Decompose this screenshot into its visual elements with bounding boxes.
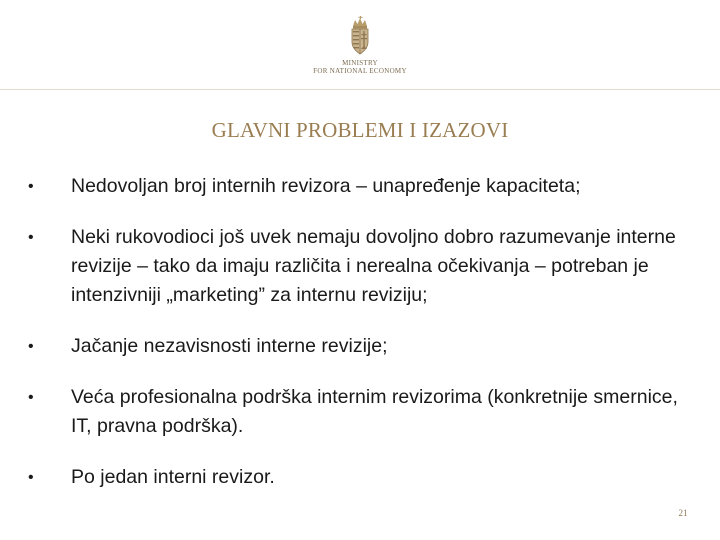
bullet-item [28,172,698,201]
bullet-marker: • [28,338,34,355]
header-divider [0,89,720,90]
bullet-list [28,172,698,492]
bullet-marker: • [28,469,34,486]
coat-of-arms-icon [348,16,372,56]
page-number: 21 [678,508,688,518]
bullet-text: Jačanje nezavisnosti interne revizije; [71,335,388,357]
slide-title: GLAVNI PROBLEMI I IZAZOVI [211,118,509,142]
bullet-text: Veća profesionalna podrška internim revizorima (konkretnije smernice, IT, pravna podrška). [71,386,678,437]
bullet-item [28,463,698,492]
bullet-marker: • [28,389,34,406]
bullet-marker: • [28,229,34,246]
bullet-item [28,223,698,310]
bullet-text: Neki rukovodioci još uvek nemaju dovoljno dobro razumevanje interne revizije – tako da imaju različita i nerealna očekivanja – potreban je intenzivniji „marketing” za internu reviziju; [71,226,676,306]
ministry-logo [300,16,420,75]
bullet-marker: • [28,178,34,195]
bullet-item [28,332,698,361]
logo-text-ministry: MINISTRY [342,59,378,67]
bullet-text: Nedovoljan broj internih revizora – unapređenje kapaciteta; [71,175,581,197]
bullet-text: Po jedan interni revizor. [71,466,275,488]
bullet-item [28,383,698,441]
logo-text-national-economy: FOR NATIONAL ECONOMY [313,67,407,75]
